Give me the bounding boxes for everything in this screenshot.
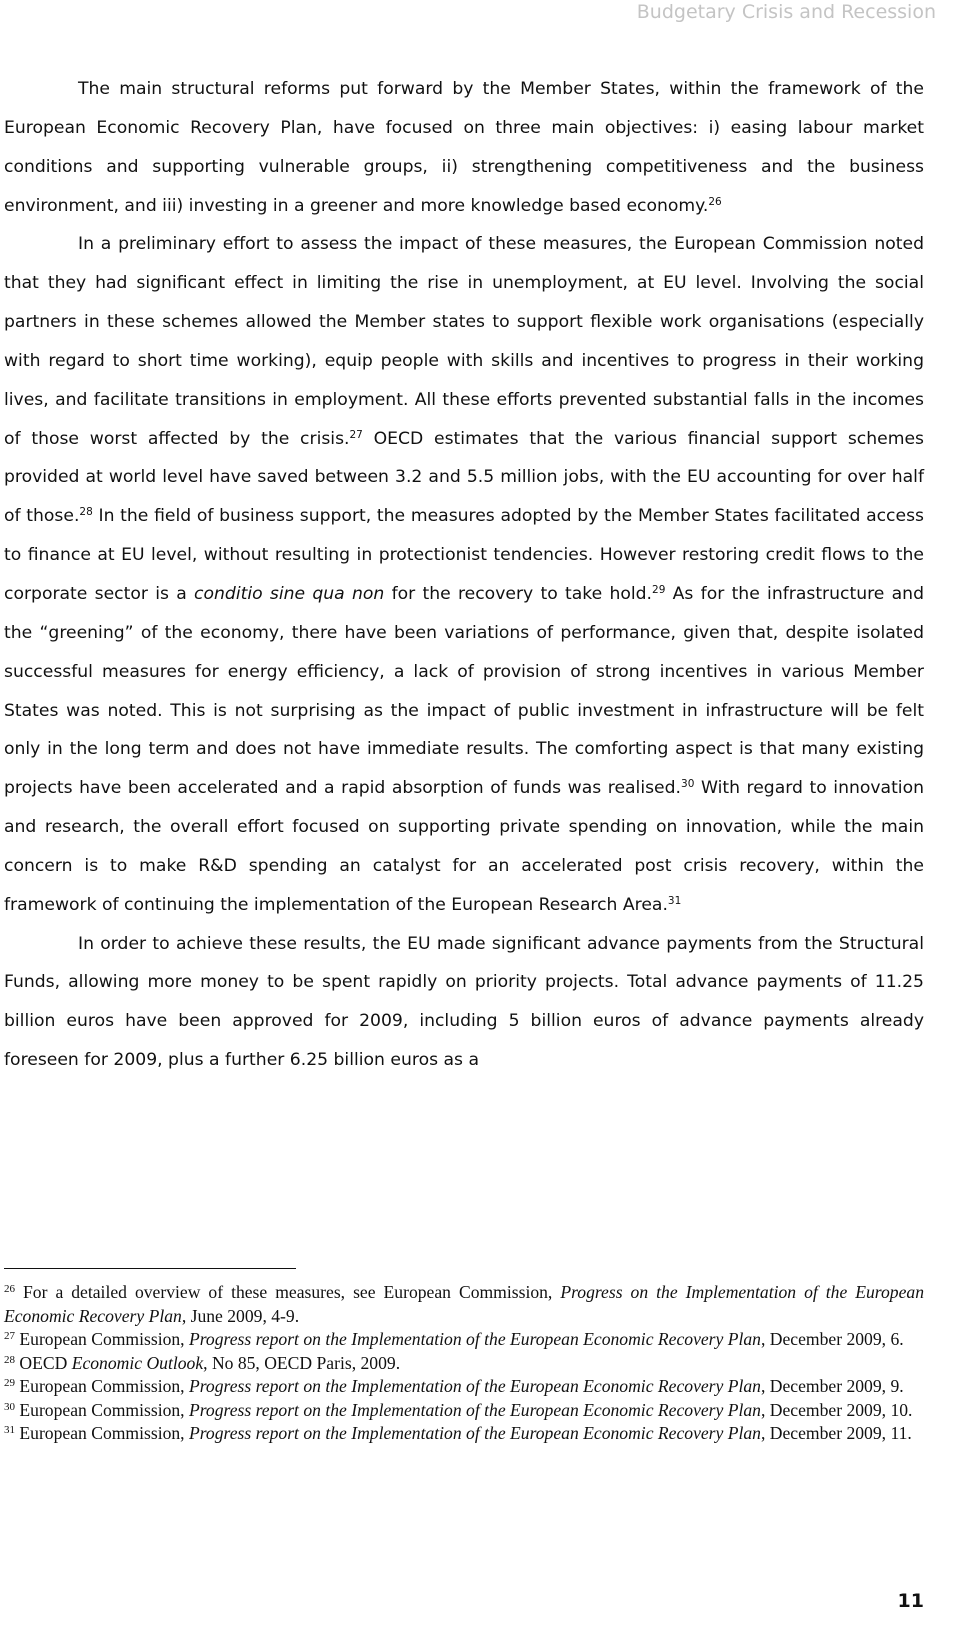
footnote-text: , December 2009, 9. (760, 1376, 904, 1396)
footnote-ref-26[interactable]: 26 (708, 195, 722, 208)
footnote-title: Progress report on the Implementation of the European Economic Recovery Plan (188, 1399, 761, 1420)
footnote-ref-29[interactable]: 29 (652, 583, 666, 596)
paragraph-2-text-e: With regard to innovation and research, the overall effort focused on supporting private spending on innovation, while the main concern is to make R&D spending an catalyst for an accelerated post crisis recovery, within the framework of continuing the implementation of the European Research Area. (4, 778, 924, 915)
footnote-text: European Commission, (15, 1399, 189, 1420)
footnote-text: , No 85, OECD Paris, 2009. (203, 1352, 401, 1373)
footnote-text: European Commission, (15, 1376, 189, 1396)
footnote-title: Progress report on the Implementation of the European Economic Recovery Plan (188, 1329, 761, 1349)
footnote-ref-28[interactable]: 28 (79, 506, 93, 519)
footnote-30 (4, 1399, 924, 1423)
paragraph-2-text-b: OECD estimates that the various financial support schemes provided at world level have saved between 3.2 and 5.5 million jobs, with the EU accounting for over half of those. (4, 428, 924, 527)
footnote-text: European Commission, (15, 1329, 189, 1349)
footnote-31 (4, 1422, 924, 1446)
footnote-number: 28 (4, 1353, 15, 1366)
paragraph-1-text: The main structural reforms put forward by the Member States, within the framework of the European Economic Recovery Plan, have focused on three main objectives: i) easing labour market conditions and supporting vulnerable groups, ii) strengthening competitiveness and the business environment, and iii) investing in a greener and more knowledge based economy. (4, 79, 924, 216)
footnote-number: 26 (4, 1283, 15, 1295)
body-text (4, 70, 924, 1080)
footnote-number: 30 (4, 1400, 15, 1413)
footnote-title: Progress on the Implementation of the European Economic Recovery Plan (4, 1282, 924, 1326)
footnote-ref-31[interactable]: 31 (667, 894, 682, 907)
footnote-text: , December 2009, 6. (760, 1329, 904, 1349)
footnote-title: Progress report on the Implementation of the European Economic Recovery Plan (188, 1423, 761, 1443)
footnote-text: European Commission, (15, 1423, 189, 1443)
page-number: 11 (897, 1590, 924, 1612)
footnote-26 (4, 1281, 924, 1328)
footnote-title: Progress report on the Implementation of the European Economic Recovery Plan (188, 1376, 761, 1396)
paragraph-2-text-c-end: for the recovery to take hold. (384, 583, 653, 604)
footnote-text: For a detailed overview of these measures, see European Commission, (15, 1282, 561, 1302)
footnote-number: 31 (4, 1424, 15, 1436)
paragraph-2-text-a: In a preliminary effort to assess the impact of these measures, the European Commission noted that they had significant effect in limiting the rise in unemployment, at EU level. Involving the social partners in these schemes allowed the Member states to support flexible work organisations (especially with regard to short time working), equip people with skills and incentives to progress in their working lives, and facilitate transitions in employment. All these efforts prevented substantial falls in the incomes of those worst affected by the crisis. (4, 234, 924, 449)
paragraph-3-text: In order to achieve these results, the EU made significant advance payments from the Structural Funds, allowing more money to be spent rapidly on priority projects. Total advance payments of 11.25 billion euros have been approved for 2009, including 5 billion euros of advance payments already foreseen for 2009, plus a further 6.25 billion euros as a (4, 933, 924, 1071)
footnote-number: 29 (4, 1377, 15, 1389)
paragraph-2 (4, 225, 924, 924)
footnote-separator (4, 1268, 296, 1269)
footnote-28 (4, 1352, 924, 1376)
footnote-title: Economic Outlook (71, 1352, 204, 1373)
footnote-text: , December 2009, 10. (760, 1399, 913, 1420)
paragraph-3 (4, 925, 924, 1080)
paragraph-2-text-c: In the field of business support, the measures adopted by the Member States facilitated access to finance at EU level, without resulting in protectionist tendencies. However restoring credit flows to the corporate sector is a (4, 506, 924, 604)
footnote-text: , December 2009, 11. (760, 1423, 912, 1443)
footnote-27 (4, 1328, 924, 1352)
footnote-text: OECD (15, 1352, 72, 1373)
paragraph-2-text-d: As for the infrastructure and the “greening” of the economy, there have been variations of performance, given that, despite isolated successful measures for energy efficiency, a lack of provision of strong incentives in various Member States was noted. This is not surprising as the impact of public investment in infrastructure will be felt only in the long term and does not have immediate results. The comforting aspect is that many existing projects have been accelerated and a rapid absorption of funds was realised. (4, 583, 924, 799)
footnote-number: 27 (4, 1330, 15, 1342)
running-header: Budgetary Crisis and Recession (636, 1, 936, 23)
footnote-text: , June 2009, 4-9. (181, 1305, 300, 1326)
footnote-ref-30[interactable]: 30 (681, 778, 695, 791)
footnote-ref-27[interactable]: 27 (349, 428, 363, 441)
footnote-29 (4, 1375, 924, 1399)
paragraph-1 (4, 70, 924, 225)
paragraph-2-italic-term: conditio sine qua non (194, 583, 385, 604)
footnotes (4, 1281, 924, 1446)
